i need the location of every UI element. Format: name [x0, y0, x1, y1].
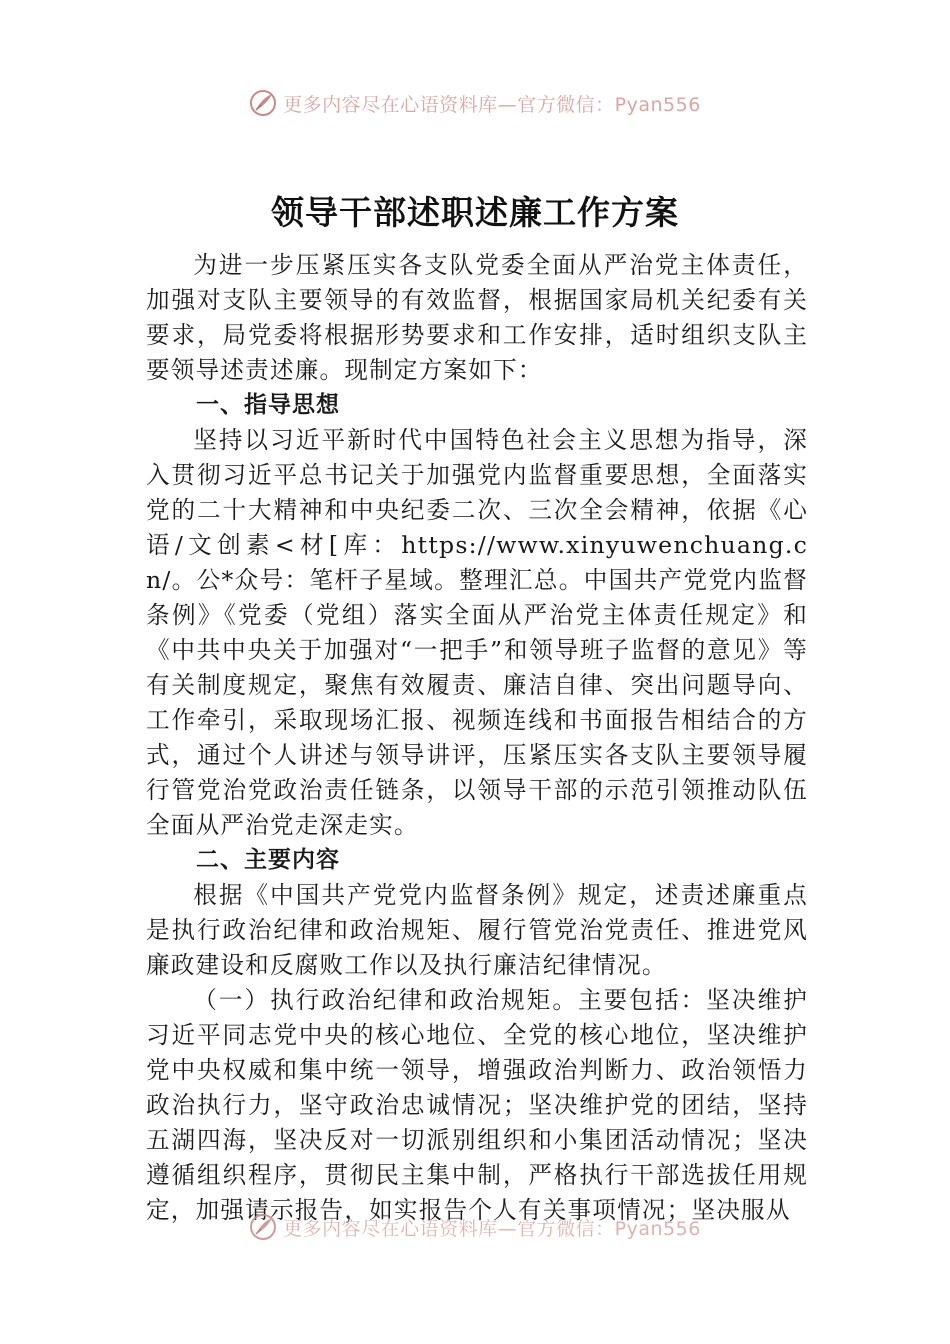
subsection-political-discipline-paragraph — [146, 983, 808, 1228]
document-title: 领导干部述职述廉工作方案 — [271, 193, 679, 232]
intro-paragraph: 为进一步压紧压实各支队党委全面从严治党主体责任，加强对支队主要领导的有效监督，根据国家局机关纪委有关要求，局党委将根据形势要求和工作安排，适时组织支队主要领导述责述廉。现制定方案如下： — [146, 251, 808, 384]
feather-quill-logo-icon — [249, 89, 277, 117]
document-body — [146, 248, 808, 1228]
watermark-text: 更多内容尽在心语资料库—官方微信：Pyan556 — [283, 93, 701, 116]
subsection-political-discipline-lead: （一）执行政治纪律和政治规矩。 — [193, 986, 578, 1014]
watermark-header — [0, 86, 950, 120]
section-heading-main-content: 二、主要内容 — [196, 847, 340, 873]
watermark-footer — [0, 1212, 950, 1242]
subsection-political-discipline-body: 主要包括：坚决维护习近平同志党中央的核心地位、全党的核心地位，坚决维护党中央权威和集中统一领导，增强政治判断力、政治领悟力政治执行力，坚守政治忠诚情况；坚决维护党的团结，坚持五湖四海，坚决反对一切派别组织和小集团活动情况；坚决遵循组织程序，贯彻民主集中制，严格执行干部选拔任用规定，加强请示报告，如实报告个人有关事项情况；坚决服从 — [146, 986, 808, 1224]
feather-quill-logo-icon — [249, 1213, 277, 1241]
guiding-ideology-paragraph: 坚持以习近平新时代中国特色社会主义思想为指导，深入贯彻习近平总书记关于加强党内监督重要思想，全面落实党的二十大精神和中央纪委二次、三次全会精神，依据《心语/文创素<材[库：https://www.xinyuwenchuang.cn/。公*众号：笔杆子星域。整理汇总。中国共产党党内监督条例》《党委（党组）落实全面从严治党主体责任规定》和《中共中央关于加强对“一把手”和领导班子监督的意见》等有关制度规定，聚焦有效履责、廉洁自律、突出问题导向、工作牵引，采取现场汇报、视频连线和书面报告相结合的方式，通过个人讲述与领导讲评，压紧压实各支队主要领导履行管党治党政治责任链条，以领导干部的示范引领推动队伍全面从严治党走深走实。 — [146, 426, 808, 839]
main-content-paragraph: 根据《中国共产党党内监督条例》规定，述责述廉重点是执行政治纪律和政治规矩、履行管党治党责任、推进党风廉政建设和反腐败工作以及执行廉洁纪律情况。 — [146, 881, 808, 979]
watermark-text: 更多内容尽在心语资料库—官方微信：Pyan556 — [283, 1217, 701, 1240]
section-heading-guiding-ideology: 一、指导思想 — [196, 392, 340, 418]
